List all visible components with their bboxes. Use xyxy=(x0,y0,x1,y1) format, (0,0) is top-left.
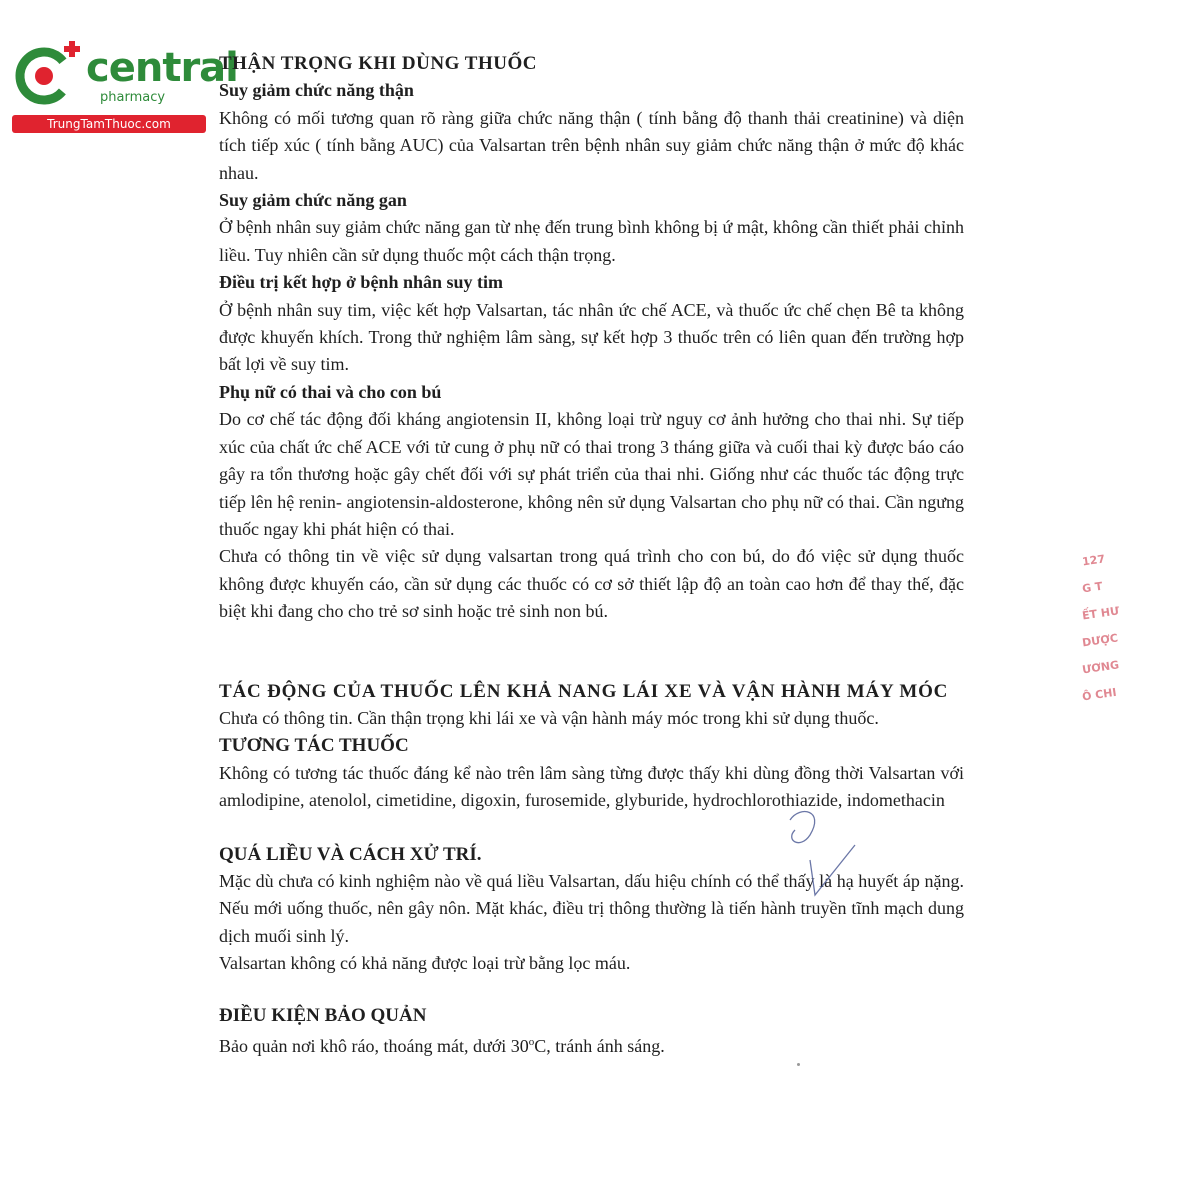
renal-paragraph: Không có mối tương quan rõ ràng giữa chức năng thận ( tính bằng độ thanh thải creatinine) và diện tích tiếp xúc ( tính bằng AUC) của Valsartan trên bệnh nhân suy giảm chức năng thận ở mức độ khác nhau. xyxy=(219,107,964,183)
caution-heading: THẬN TRỌNG KHI DÙNG THUỐC xyxy=(219,53,537,74)
storage-paragraph xyxy=(219,1029,964,1060)
brand-logo xyxy=(10,38,238,138)
stamp-fragment: Ô CHI xyxy=(1081,685,1118,704)
pregnancy-paragraph: Do cơ chế tác động đối kháng angiotensin II, không loại trừ nguy cơ ảnh hưởng cho thai nhi. Sự tiếp xúc của chất ức chế ACE với tử cung ở phụ nữ có thai trong 3 tháng giữa và cuối thai kỳ được báo cáo gây ra tổn thương hoặc gây chết đối với sự phát triển của thai nhi. Giống như các thuốc tác động trực tiếp lên hệ renin- angiotensin-aldosterone, không nên sử dụng Valsartan cho phụ nữ có thai. Cần ngưng thuốc ngay khi phát hiện có thai. xyxy=(219,409,964,539)
document-body xyxy=(219,50,964,1060)
stamp-fragment: DƯỢC xyxy=(1081,631,1119,650)
faded-stamp xyxy=(1082,545,1132,925)
overdose-paragraph: Mặc dù chưa có kinh nghiệm nào về quá liều Valsartan, dấu hiệu chính có thể thấy là hạ huyết áp nặng. Nếu mới uống thuốc, nên gây nôn. Mặt khác, điều trị thông thường là tiến hành truyền tĩnh mạch dung dịch muối sinh lý. xyxy=(219,870,964,946)
renal-subheading: Suy giảm chức năng thận xyxy=(219,80,414,101)
storage-heading: ĐIỀU KIỆN BẢO QUẢN xyxy=(219,1004,427,1026)
heart-failure-paragraph: Ở bệnh nhân suy tim, việc kết hợp Valsartan, tác nhân ức chế ACE, và thuốc ức chế chẹn Bê ta không được khuyến khích. Trong thử nghiệm lâm sàng, sự kết hợp 3 thuốc trên có liên quan đến trường hợp bất lợi về suy tim. xyxy=(219,299,964,375)
stamp-fragment: 127 xyxy=(1081,552,1106,569)
stamp-fragment: ẾT HƯ xyxy=(1081,604,1121,623)
brand-tagline: pharmacy xyxy=(100,90,166,105)
brand-website: TrungTamThuoc.com xyxy=(12,115,206,133)
degree-superscript: o xyxy=(528,1036,535,1048)
storage-text-after: C, tránh ánh sáng. xyxy=(534,1036,665,1056)
signature-mark xyxy=(770,800,870,900)
interactions-paragraph: Không có tương tác thuốc đáng kể nào trên lâm sàng từng được thấy khi dùng đồng thời Valsartan với amlodipine, atenolol, cimetidine, digoxin, furosemide, glyburide, hydrochlorothiazide, indomethacin xyxy=(219,762,964,811)
driving-heading: TÁC ĐỘNG CỦA THUỐC LÊN KHẢ NANG LÁI XE VÀ VẬN HÀNH MÁY MÓC xyxy=(219,680,949,702)
hepatic-subheading: Suy giảm chức năng gan xyxy=(219,190,407,211)
driving-paragraph: Chưa có thông tin. Cần thận trọng khi lái xe và vận hành máy móc trong khi sử dụng thuốc. xyxy=(219,707,879,728)
pregnancy-subheading: Phụ nữ có thai và cho con bú xyxy=(219,381,442,402)
dialysis-paragraph: Valsartan không có khả năng được loại trừ bằng lọc máu. xyxy=(219,953,631,974)
heart-failure-subheading: Điều trị kết hợp ở bệnh nhân suy tim xyxy=(219,272,503,293)
hepatic-paragraph: Ở bệnh nhân suy giảm chức năng gan từ nhẹ đến trung bình không bị ứ mật, không cần thiết phải chỉnh liều. Tuy nhiên cần sử dụng thuốc một cách thận trọng. xyxy=(219,217,964,265)
stamp-fragment: G T xyxy=(1081,579,1104,596)
brand-name: central xyxy=(86,45,238,91)
stamp-fragment: ƯƠNG xyxy=(1081,658,1120,677)
scan-speck xyxy=(797,1063,800,1066)
interactions-heading: TƯƠNG TÁC THUỐC xyxy=(219,735,409,757)
central-pharmacy-logo-icon xyxy=(10,38,86,114)
overdose-heading: QUÁ LIỀU VÀ CÁCH XỬ TRÍ. xyxy=(219,843,482,865)
lactation-paragraph: Chưa có thông tin về việc sử dụng valsartan trong quá trình cho con bú, do đó việc sử dụng thuốc không được khuyến cáo, cần sử dụng các thuốc có cơ sở thiết lập độ an toàn cao hơn để thay thế, đặc biệt khi đang cho cho trẻ sơ sinh hoặc trẻ sinh non bú. xyxy=(219,546,964,622)
storage-text-before: Bảo quản nơi khô ráo, thoáng mát, dưới 30 xyxy=(219,1036,529,1056)
